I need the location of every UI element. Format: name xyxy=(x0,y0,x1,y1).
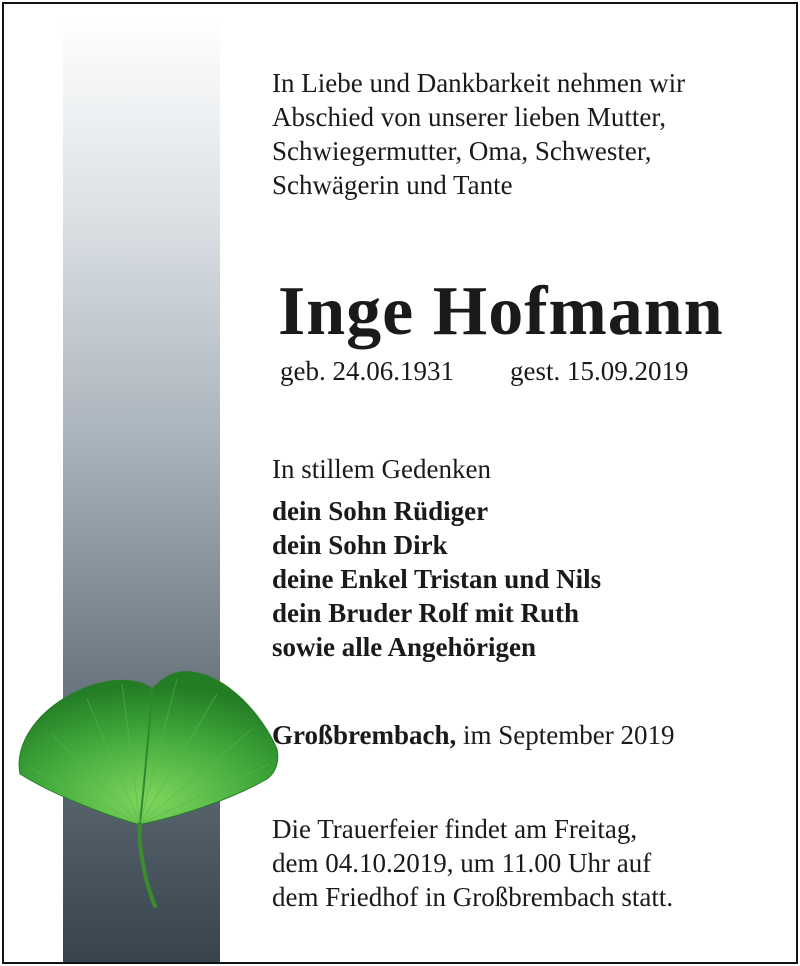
intro-line: Schwiegermutter, Oma, Schwester, xyxy=(272,136,652,166)
ginkgo-leaf-icon xyxy=(12,664,282,914)
month-year: im September 2019 xyxy=(456,720,675,750)
deceased-name: Inge Hofmann xyxy=(278,273,724,350)
life-dates xyxy=(280,356,688,387)
mourner: dein Sohn Rüdiger xyxy=(272,496,489,526)
funeral-line: Die Trauerfeier findet am Freitag, xyxy=(272,814,638,844)
death-date: gest. 15.09.2019 xyxy=(509,356,689,386)
mourning-intro: In stillem Gedenken xyxy=(272,454,491,484)
place-date xyxy=(272,720,756,751)
intro-line: Schwägerin und Tante xyxy=(272,170,513,200)
mourner: sowie alle Angehörigen xyxy=(272,632,536,662)
place-name: Großbrembach, xyxy=(272,720,457,750)
mourner: dein Sohn Dirk xyxy=(272,530,448,560)
funeral-line: dem Friedhof in Großbrembach statt. xyxy=(272,882,674,912)
funeral-line: dem 04.10.2019, um 11.00 Uhr auf xyxy=(272,848,652,878)
intro-line: Abschied von unserer lieben Mutter, xyxy=(272,102,667,132)
mourner: dein Bruder Rolf mit Ruth xyxy=(272,598,580,628)
intro-line: In Liebe und Dankbarkeit nehmen wir xyxy=(272,68,686,98)
funeral-info xyxy=(272,812,756,914)
mourners-list xyxy=(272,494,756,664)
intro-text xyxy=(272,66,756,202)
birth-date: geb. 24.06.1931 xyxy=(280,356,454,386)
mourner: deine Enkel Tristan und Nils xyxy=(272,564,602,594)
obituary-frame xyxy=(2,2,798,964)
